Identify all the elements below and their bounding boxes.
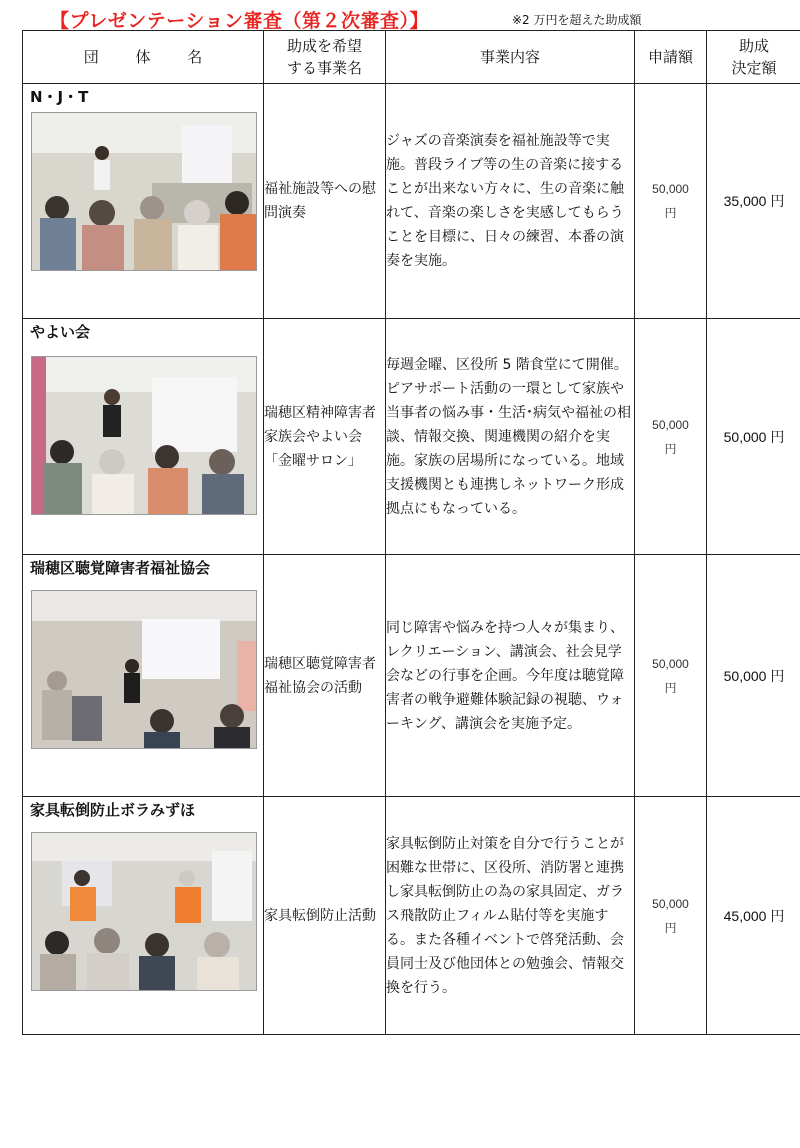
header-group: 団 体 名 bbox=[23, 31, 264, 84]
requested-cell bbox=[635, 797, 707, 1035]
group-name: やよい会 bbox=[30, 323, 91, 341]
description-cell: ジャズの音楽演奏を福祉施設等で実施。普段ライブ等の生の音楽に接することが出来ない方々に、生の音楽に触れて、音楽の楽しさを実感してもらうことを目標に、日々の練習、本番の演奏を実施。 bbox=[386, 84, 635, 319]
project-cell: 福祉施設等への慰問演奏 bbox=[264, 84, 386, 319]
header-requested: 申請額 bbox=[635, 31, 707, 84]
activity-photo bbox=[31, 832, 257, 991]
decided-cell: 50,000 円 bbox=[707, 555, 800, 797]
decided-cell: 35,000 円 bbox=[707, 84, 800, 319]
activity-photo bbox=[31, 356, 257, 515]
header-description: 事業内容 bbox=[386, 31, 635, 84]
photo-icon bbox=[32, 833, 256, 990]
requested-amount: 50,000 bbox=[652, 896, 689, 911]
table-row bbox=[23, 555, 800, 797]
photo-icon bbox=[32, 591, 256, 748]
requested-cell bbox=[635, 319, 707, 555]
photo-icon bbox=[32, 357, 256, 514]
project-cell: 瑞穂区聴覚障害者福祉協会の活動 bbox=[264, 555, 386, 797]
description-cell: 毎週金曜、区役所 5 階食堂にて開催。ピアサポート活動の一環として家族や当事者の悩み事・生活･病気や福祉の相談、情報交換、関連機関の紹介を実施。家族の居場所になっている。地域支援機関とも連携しネットワーク形成拠点にもなっている。 bbox=[386, 319, 635, 555]
requested-unit: 円 bbox=[664, 680, 677, 695]
page-title: 【プレゼンテーション審査（第２次審査）】 bbox=[50, 10, 429, 32]
table-row bbox=[23, 319, 800, 555]
group-cell bbox=[23, 555, 264, 797]
requested-cell bbox=[635, 84, 707, 319]
amount-note: ※2 万円を超えた助成額 bbox=[512, 13, 642, 27]
header-project: 助成を希望 する事業名 bbox=[264, 31, 386, 84]
header-decided: 助成 決定額 bbox=[707, 31, 800, 84]
requested-unit: 円 bbox=[664, 206, 677, 220]
group-cell bbox=[23, 797, 264, 1035]
requested-unit: 円 bbox=[664, 441, 677, 456]
requested-cell bbox=[635, 555, 707, 797]
group-name: N・J・T bbox=[30, 88, 89, 106]
project-cell: 瑞穂区精神障害者家族会やよい会「金曜サロン」 bbox=[264, 319, 386, 555]
grant-table bbox=[22, 30, 800, 1035]
requested-amount: 50,000 bbox=[652, 417, 689, 432]
requested-unit: 円 bbox=[664, 920, 677, 935]
requested-amount: 50,000 bbox=[652, 656, 689, 671]
activity-photo bbox=[31, 112, 257, 271]
table-header-row bbox=[23, 31, 800, 84]
decided-cell: 50,000 円 bbox=[707, 319, 800, 555]
activity-photo bbox=[31, 590, 257, 749]
table-row bbox=[23, 797, 800, 1035]
photo-icon bbox=[32, 113, 256, 270]
table-row bbox=[23, 84, 800, 319]
group-cell bbox=[23, 84, 264, 319]
decided-cell: 45,000 円 bbox=[707, 797, 800, 1035]
description-cell: 家具転倒防止対策を自分で行うことが困難な世帯に、区役所、消防署と連携し家具転倒防止の為の家具固定、ガラス飛散防止フィルム貼付等を実施する。また各種イベントで啓発活動、会員同士及び他団体との勉強会、情報交換を行う。 bbox=[386, 797, 635, 1035]
group-cell bbox=[23, 319, 264, 555]
description-cell: 同じ障害や悩みを持つ人々が集まり、レクリエーション、講演会、社会見学会などの行事を企画。今年度は聴覚障害者の戦争避難体験記録の視聴、ウォーキング、講演会を実施予定。 bbox=[386, 555, 635, 797]
requested-amount: 50,000 bbox=[652, 182, 689, 196]
group-name: 家具転倒防止ボラみずほ bbox=[30, 801, 196, 819]
project-cell: 家具転倒防止活動 bbox=[264, 797, 386, 1035]
group-name: 瑞穂区聴覚障害者福祉協会 bbox=[30, 559, 211, 577]
